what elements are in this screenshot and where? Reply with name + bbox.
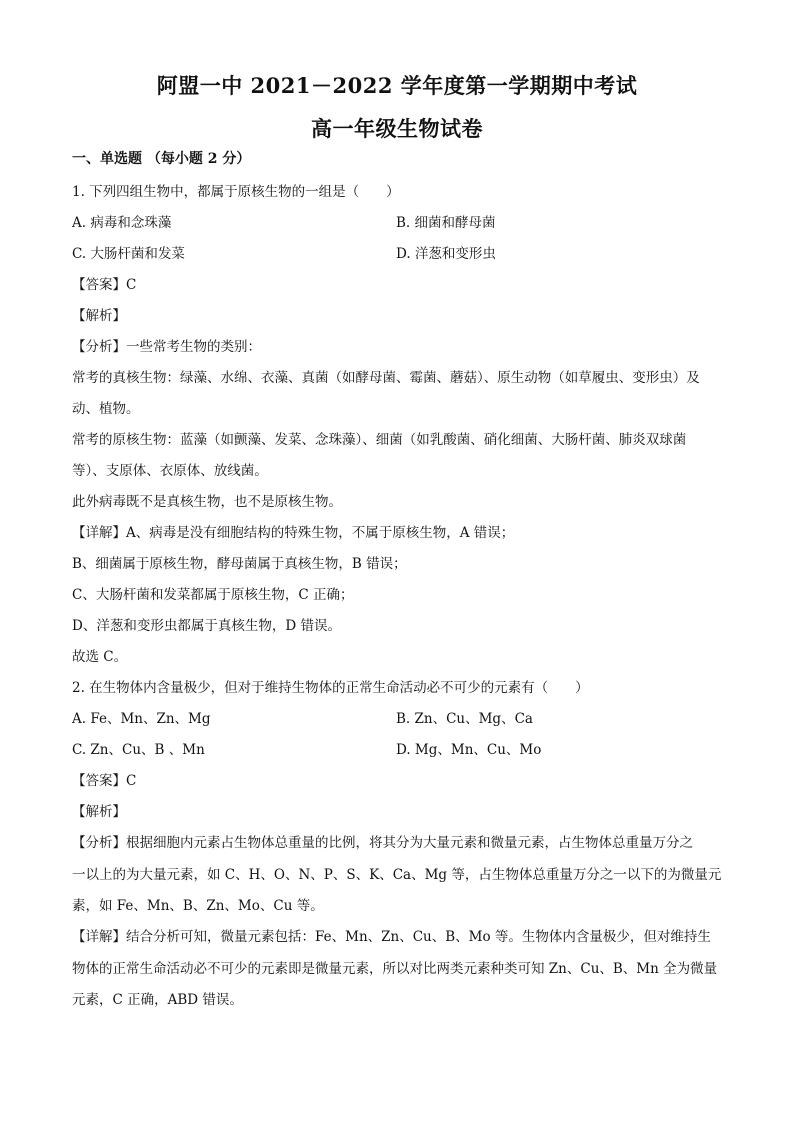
q1-eukaryote-text-cont: 动、植物。 <box>72 401 140 417</box>
page-subtitle: 高一年级生物试卷 <box>311 116 483 141</box>
q2-option-c: C. Zn、Cu、B 、Mn <box>72 742 205 758</box>
q2-stem: 2. 在生物体内含量极少，但对于维持生物体的正常生命活动必不可少的元素有（ ） <box>72 680 589 696</box>
q1-analysis-intro: 【分析】一些常考生物的类别： <box>72 339 261 355</box>
q1-prokaryote-text-cont: 等）、支原体、衣原体、放线菌。 <box>72 463 268 479</box>
q1-virus-note: 此外病毒既不是真核生物，也不是原核生物。 <box>72 494 342 510</box>
q1-stem: 1. 下列四组生物中，都属于原核生物的一组是（ ） <box>72 184 400 200</box>
q2-option-a: A. Fe、Mn、Zn、Mg <box>72 711 211 727</box>
q1-option-b: B. 细菌和酵母菌 <box>396 215 496 231</box>
q1-answer: 【答案】C <box>72 277 137 293</box>
q1-option-d: D. 洋葱和变形虫 <box>396 246 496 262</box>
q2-option-b: B. Zn、Cu、Mg、Ca <box>396 711 533 727</box>
page-title: 阿盟一中 2021－2022 学年度第一学期期中考试 <box>156 73 638 98</box>
q1-option-a: A. 病毒和念珠藻 <box>72 215 172 231</box>
q2-detail-line-2: 物体的正常生命活动必不可少的元素即是微量元素，所以对比两类元素种类可知 Zn、Cu、B、Mn 全为微量 <box>72 961 718 977</box>
q1-prokaryote-text: 常考的原核生物：蓝藻（如颤藻、发菜、念珠藻）、细菌（如乳酸菌、硝化细菌、大肠杆菌、肺炎双球菌 <box>72 432 687 448</box>
q2-analysis-label: 【解析】 <box>72 804 126 820</box>
q2-detail-line-1: 【详解】结合分析可知，微量元素包括：Fe、Mn、Zn、Cu、B、Mo 等。生物体内含量极少，但对维持生 <box>72 929 711 945</box>
section-heading: 一、单选题 （每小题 2 分） <box>72 151 251 167</box>
q2-analysis-line-2: 一以上的为大量元素，如 C、H、O、N、P、S、K、Ca、Mg 等，占生物体总重量万分之一以下的为微量元 <box>72 867 722 883</box>
q2-analysis-line-3: 素，如 Fe、Mn、B、Zn、Mo、Cu 等。 <box>72 898 324 914</box>
q1-option-c: C. 大肠杆菌和发菜 <box>72 246 185 262</box>
q1-detail-b: B、细菌属于原核生物，酵母菌属于真核生物，B 错误； <box>72 556 407 572</box>
q1-eukaryote-text: 常考的真核生物：绿藻、水绵、衣藻、真菌（如酵母菌、霉菌、蘑菇）、原生动物（如草履虫、变形虫）及 <box>72 370 700 386</box>
q1-detail-d: D、洋葱和变形虫都属于真核生物，D 错误。 <box>72 618 341 634</box>
q1-conclusion: 故选 C。 <box>72 649 128 665</box>
q2-analysis-line-1: 【分析】根据细胞内元素占生物体总重量的比例，将其分为大量元素和微量元素，占生物体总重量万分之 <box>72 835 693 851</box>
q2-answer: 【答案】C <box>72 773 137 789</box>
q1-detail-a: 【详解】A、病毒是没有细胞结构的特殊生物，不属于原核生物，A 错误； <box>72 525 515 541</box>
q2-detail-line-3: 元素，C 正确，ABD 错误。 <box>72 992 243 1008</box>
q1-analysis-label: 【解析】 <box>72 308 126 324</box>
q2-option-d: D. Mg、Mn、Cu、Mo <box>396 742 542 758</box>
q1-detail-c: C、大肠杆菌和发菜都属于原核生物，C 正确； <box>72 587 354 603</box>
